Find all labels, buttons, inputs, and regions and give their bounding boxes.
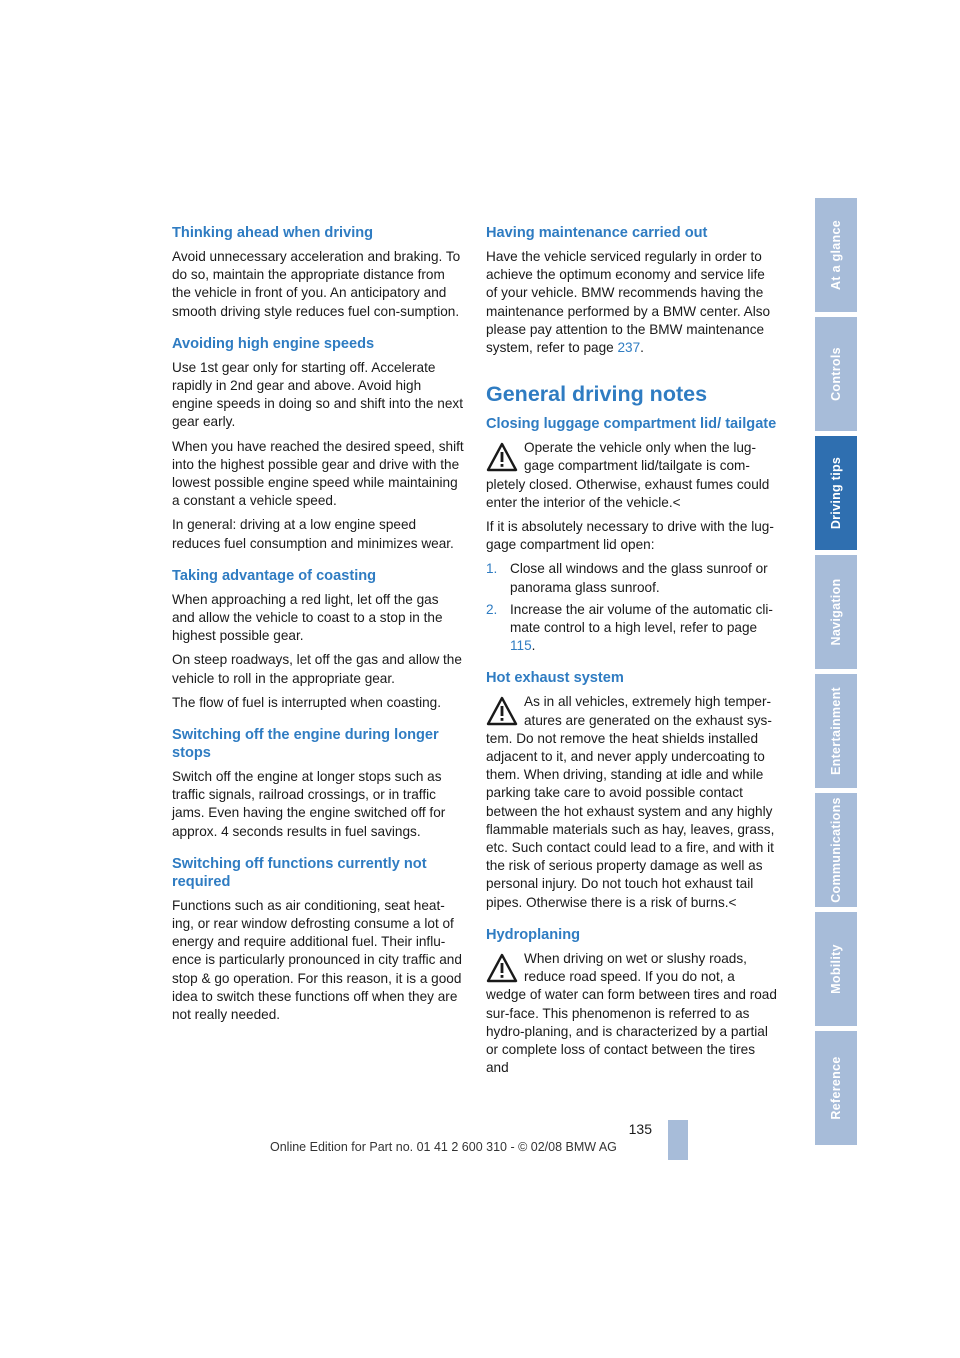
warning-text: As in all vehicles, extremely high temper-atures are generated on the exhaust sys-tem. Do not remove the heat shields installed adjacent to it, and never apply undercoating to them. When driving, standing at idle and while parking take care to avoid possible contact between the hot exhaust system and any highly flammable materials such as hay, leaves, grass, etc. Such contact could lead to a fire, and with it the risk of serious property damage as well as personal injury. Do not touch hot exhaust tail pipes. Otherwise there is a risk of burns. bbox=[486, 694, 775, 910]
paragraph: When approaching a red light, let off the gas and allow the vehicle to coast to a stop in the highest possible gear. bbox=[172, 591, 443, 644]
section-engine-off bbox=[172, 726, 464, 841]
tab-label: At a glance bbox=[829, 220, 843, 290]
paragraph-text: Have the vehicle serviced regularly in order to achieve the optimum economy and service life of your vehicle. BMW recommends having the maintenance performed by a BMW center. Also please pay attention to the BMW maintenance system, refer to page bbox=[486, 249, 771, 356]
warning-note bbox=[486, 693, 778, 911]
section-coasting bbox=[172, 567, 464, 712]
page-number: 135 bbox=[628, 1121, 652, 1137]
paragraph: If it is absolutely necessary to drive with the lug-gage compartment lid open: bbox=[486, 519, 774, 553]
paragraph: Use 1st gear only for starting off. Accelerate rapidly in 2nd gear and above. Avoid high engine speeds in doing so and shift into the next gear early. bbox=[172, 359, 463, 430]
paragraph: The flow of fuel is interrupted when coasting. bbox=[172, 694, 442, 710]
tab-navigation[interactable] bbox=[815, 555, 857, 669]
section-title: Taking advantage of coasting bbox=[172, 567, 377, 584]
section-title: Switching off the engine during longer stops bbox=[172, 727, 439, 762]
section-title: Avoiding high engine speeds bbox=[172, 335, 375, 352]
tab-label: Driving tips bbox=[829, 456, 843, 530]
section-title: Thinking ahead when driving bbox=[172, 225, 374, 241]
list-text: Close all windows and the glass sunroof or panorama glass sunroof. bbox=[510, 561, 768, 595]
list-item bbox=[486, 601, 778, 656]
section-title: Hot exhaust system bbox=[486, 670, 624, 687]
tab-at-a-glance[interactable] bbox=[815, 198, 857, 312]
footer-bar bbox=[668, 1120, 688, 1160]
tab-entertainment[interactable] bbox=[815, 674, 857, 788]
left-column bbox=[172, 224, 464, 1038]
paragraph: Switch off the engine at longer stops such as traffic signals, railroad crossings, or in traffic jams. Even having the engine switched off for approx. 4 seconds results in fuel savings. bbox=[172, 769, 446, 839]
section-engine-speeds bbox=[172, 335, 464, 553]
list-text: Increase the air volume of the automatic cli-mate control to a high level, refer to page bbox=[510, 601, 773, 636]
tab-mobility[interactable] bbox=[815, 912, 857, 1026]
numbered-list bbox=[486, 560, 778, 655]
chapter-tabs bbox=[815, 198, 857, 1150]
tab-label: Reference bbox=[829, 1056, 843, 1120]
section-title: Switching off functions currently not required bbox=[172, 855, 427, 890]
list-number: 2. bbox=[486, 601, 498, 617]
tab-controls[interactable] bbox=[815, 317, 857, 431]
warning-note bbox=[486, 439, 778, 512]
warning-note bbox=[486, 950, 778, 1077]
section-hot-exhaust bbox=[486, 669, 778, 911]
tab-driving-tips[interactable] bbox=[815, 436, 857, 550]
paragraph: Functions such as air conditioning, seat heat-ing, or rear window defrosting consume a lot of energy and require additional fuel. Their influ-ence is particularly pronounced in city traffic and stop & go operation. For this reason, it is a good idea to switch these functions off when they are not really needed. bbox=[172, 897, 462, 1023]
page-link[interactable]: 237 bbox=[617, 340, 641, 356]
section-title: Hydroplaning bbox=[486, 926, 581, 943]
tab-label: Controls bbox=[829, 347, 843, 401]
section-title: Having maintenance carried out bbox=[486, 225, 708, 241]
tab-communications[interactable] bbox=[815, 793, 857, 907]
list-number: 1. bbox=[486, 561, 498, 577]
section-title: Closing luggage compartment lid/ tailgate bbox=[486, 416, 777, 433]
paragraph bbox=[486, 248, 778, 357]
section-functions-off bbox=[172, 855, 464, 1024]
section-maintenance bbox=[486, 224, 778, 357]
paragraph: On steep roadways, let off the gas and allow the vehicle to roll in the appropriate gear. bbox=[172, 652, 462, 686]
warning-text: When driving on wet or slushy roads, reduce road speed. If you do not, a wedge of water can form between tires and road sur-face. This phenomenon is referred to as hydro-planing, and is characterized by a partial or complete loss of contact between the tires and bbox=[486, 950, 777, 1076]
end-mark: < bbox=[728, 894, 737, 910]
list-item bbox=[486, 560, 778, 596]
punctuation: . bbox=[640, 340, 644, 356]
section-luggage bbox=[486, 415, 778, 655]
warning-triangle-icon bbox=[486, 953, 518, 983]
section-hydroplaning bbox=[486, 926, 778, 1077]
footer-text: Online Edition for Part no. 01 41 2 600 310 - © 02/08 BMW AG bbox=[270, 1140, 617, 1154]
punctuation: . bbox=[531, 638, 536, 654]
tab-label: Mobility bbox=[829, 944, 843, 994]
paragraph: When you have reached the desired speed, shift into the highest possible gear and drive with the lowest possible engine speed while maintaining a constant a vehicle speed. bbox=[172, 438, 464, 509]
right-column bbox=[486, 224, 778, 1091]
chapter-heading: General driving notes bbox=[486, 382, 708, 407]
tab-label: Communications bbox=[829, 797, 843, 903]
warning-triangle-icon bbox=[486, 442, 518, 472]
section-thinking-ahead bbox=[172, 224, 464, 321]
warning-triangle-icon bbox=[486, 696, 518, 726]
tab-label: Entertainment bbox=[829, 687, 843, 775]
warning-text: Operate the vehicle only when the lug-gage compartment lid/tailgate is com-pletely closed. Otherwise, exhaust fumes could enter the interior of the vehicle. bbox=[486, 440, 770, 510]
paragraph: In general: driving at a low engine speed reduces fuel consumption and minimizes wear. bbox=[172, 517, 454, 551]
end-mark: < bbox=[672, 494, 681, 510]
paragraph: Avoid unnecessary acceleration and braking. To do so, maintain the appropriate distance from the vehicle in front of you. An anticipatory and smooth driving style reduces fuel con-sumption. bbox=[172, 249, 461, 319]
tab-label: Navigation bbox=[829, 578, 843, 646]
tab-reference[interactable] bbox=[815, 1031, 857, 1145]
page-link[interactable]: 115 bbox=[510, 638, 532, 654]
